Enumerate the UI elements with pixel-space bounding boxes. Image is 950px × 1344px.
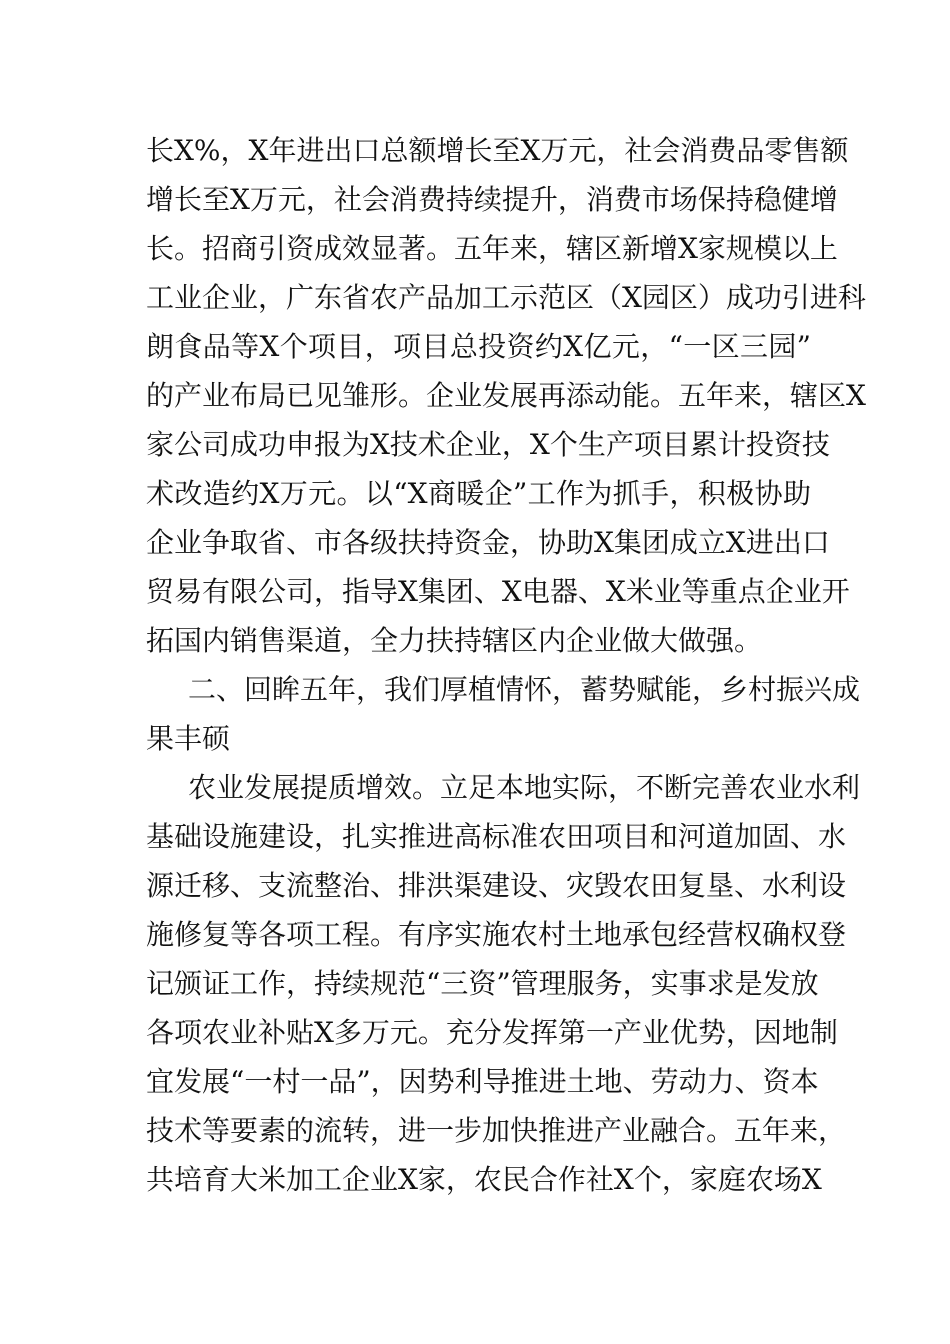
text-line: 施修复等各项工程。有序实施农村土地承包经营权确权登: [146, 918, 847, 951]
text-line: 宜发展“一村一品”，因势利导推进土地、劳动力、资本: [146, 1065, 819, 1098]
section-heading-line: 果丰硕: [146, 722, 231, 755]
text-line: 技术等要素的流转，进一步加快推进产业融合。五年来，: [146, 1114, 847, 1147]
section-heading-line: 二、回眸五年，我们厚植情怀，蓄势赋能，乡村振兴成: [188, 673, 861, 706]
text-line: 长X%，X年进出口总额增长至X万元，社会消费品零售额: [146, 134, 849, 167]
paragraph-end-line: 拓国内销售渠道，全力扶持辖区内企业做大做强。: [146, 624, 763, 657]
text-line: 企业争取省、市各级扶持资金，协助X集团成立X进出口: [146, 526, 830, 559]
text-line: 术改造约X万元。以“X商暖企”工作为抓手，积极协助: [146, 477, 811, 510]
text-line: 源迁移、支流整治、排洪渠建设、灾毁农田复垦、水利设: [146, 869, 847, 902]
text-line: 记颁证工作，持续规范“三资”管理服务，实事求是发放: [146, 967, 819, 1000]
text-line: 工业企业，广东省农产品加工示范区（X园区）成功引进科: [146, 281, 866, 314]
text-line: 基础设施建设，扎实推进高标准农田项目和河道加固、水: [146, 820, 847, 853]
text-line: 共培育大米加工企业X家，农民合作社X个，家庭农场X: [146, 1163, 822, 1196]
text-line: 朗食品等X个项目，项目总投资约X亿元，“一区三园”: [146, 330, 811, 363]
text-line: 家公司成功申报为X技术企业，X个生产项目累计投资技: [146, 428, 830, 461]
text-line: 各项农业补贴X多万元。充分发挥第一产业优势，因地制: [146, 1016, 838, 1049]
text-line: 增长至X万元，社会消费持续提升，消费市场保持稳健增: [146, 183, 838, 216]
text-line: 农业发展提质增效。立足本地实际，不断完善农业水利: [188, 771, 861, 804]
text-line: 的产业布局已见雏形。企业发展再添动能。五年来，辖区X: [146, 379, 866, 412]
text-line: 贸易有限公司，指导X集团、X电器、X米业等重点企业开: [146, 575, 850, 608]
text-line: 长。招商引资成效显著。五年来，辖区新增X家规模以上: [146, 232, 838, 265]
